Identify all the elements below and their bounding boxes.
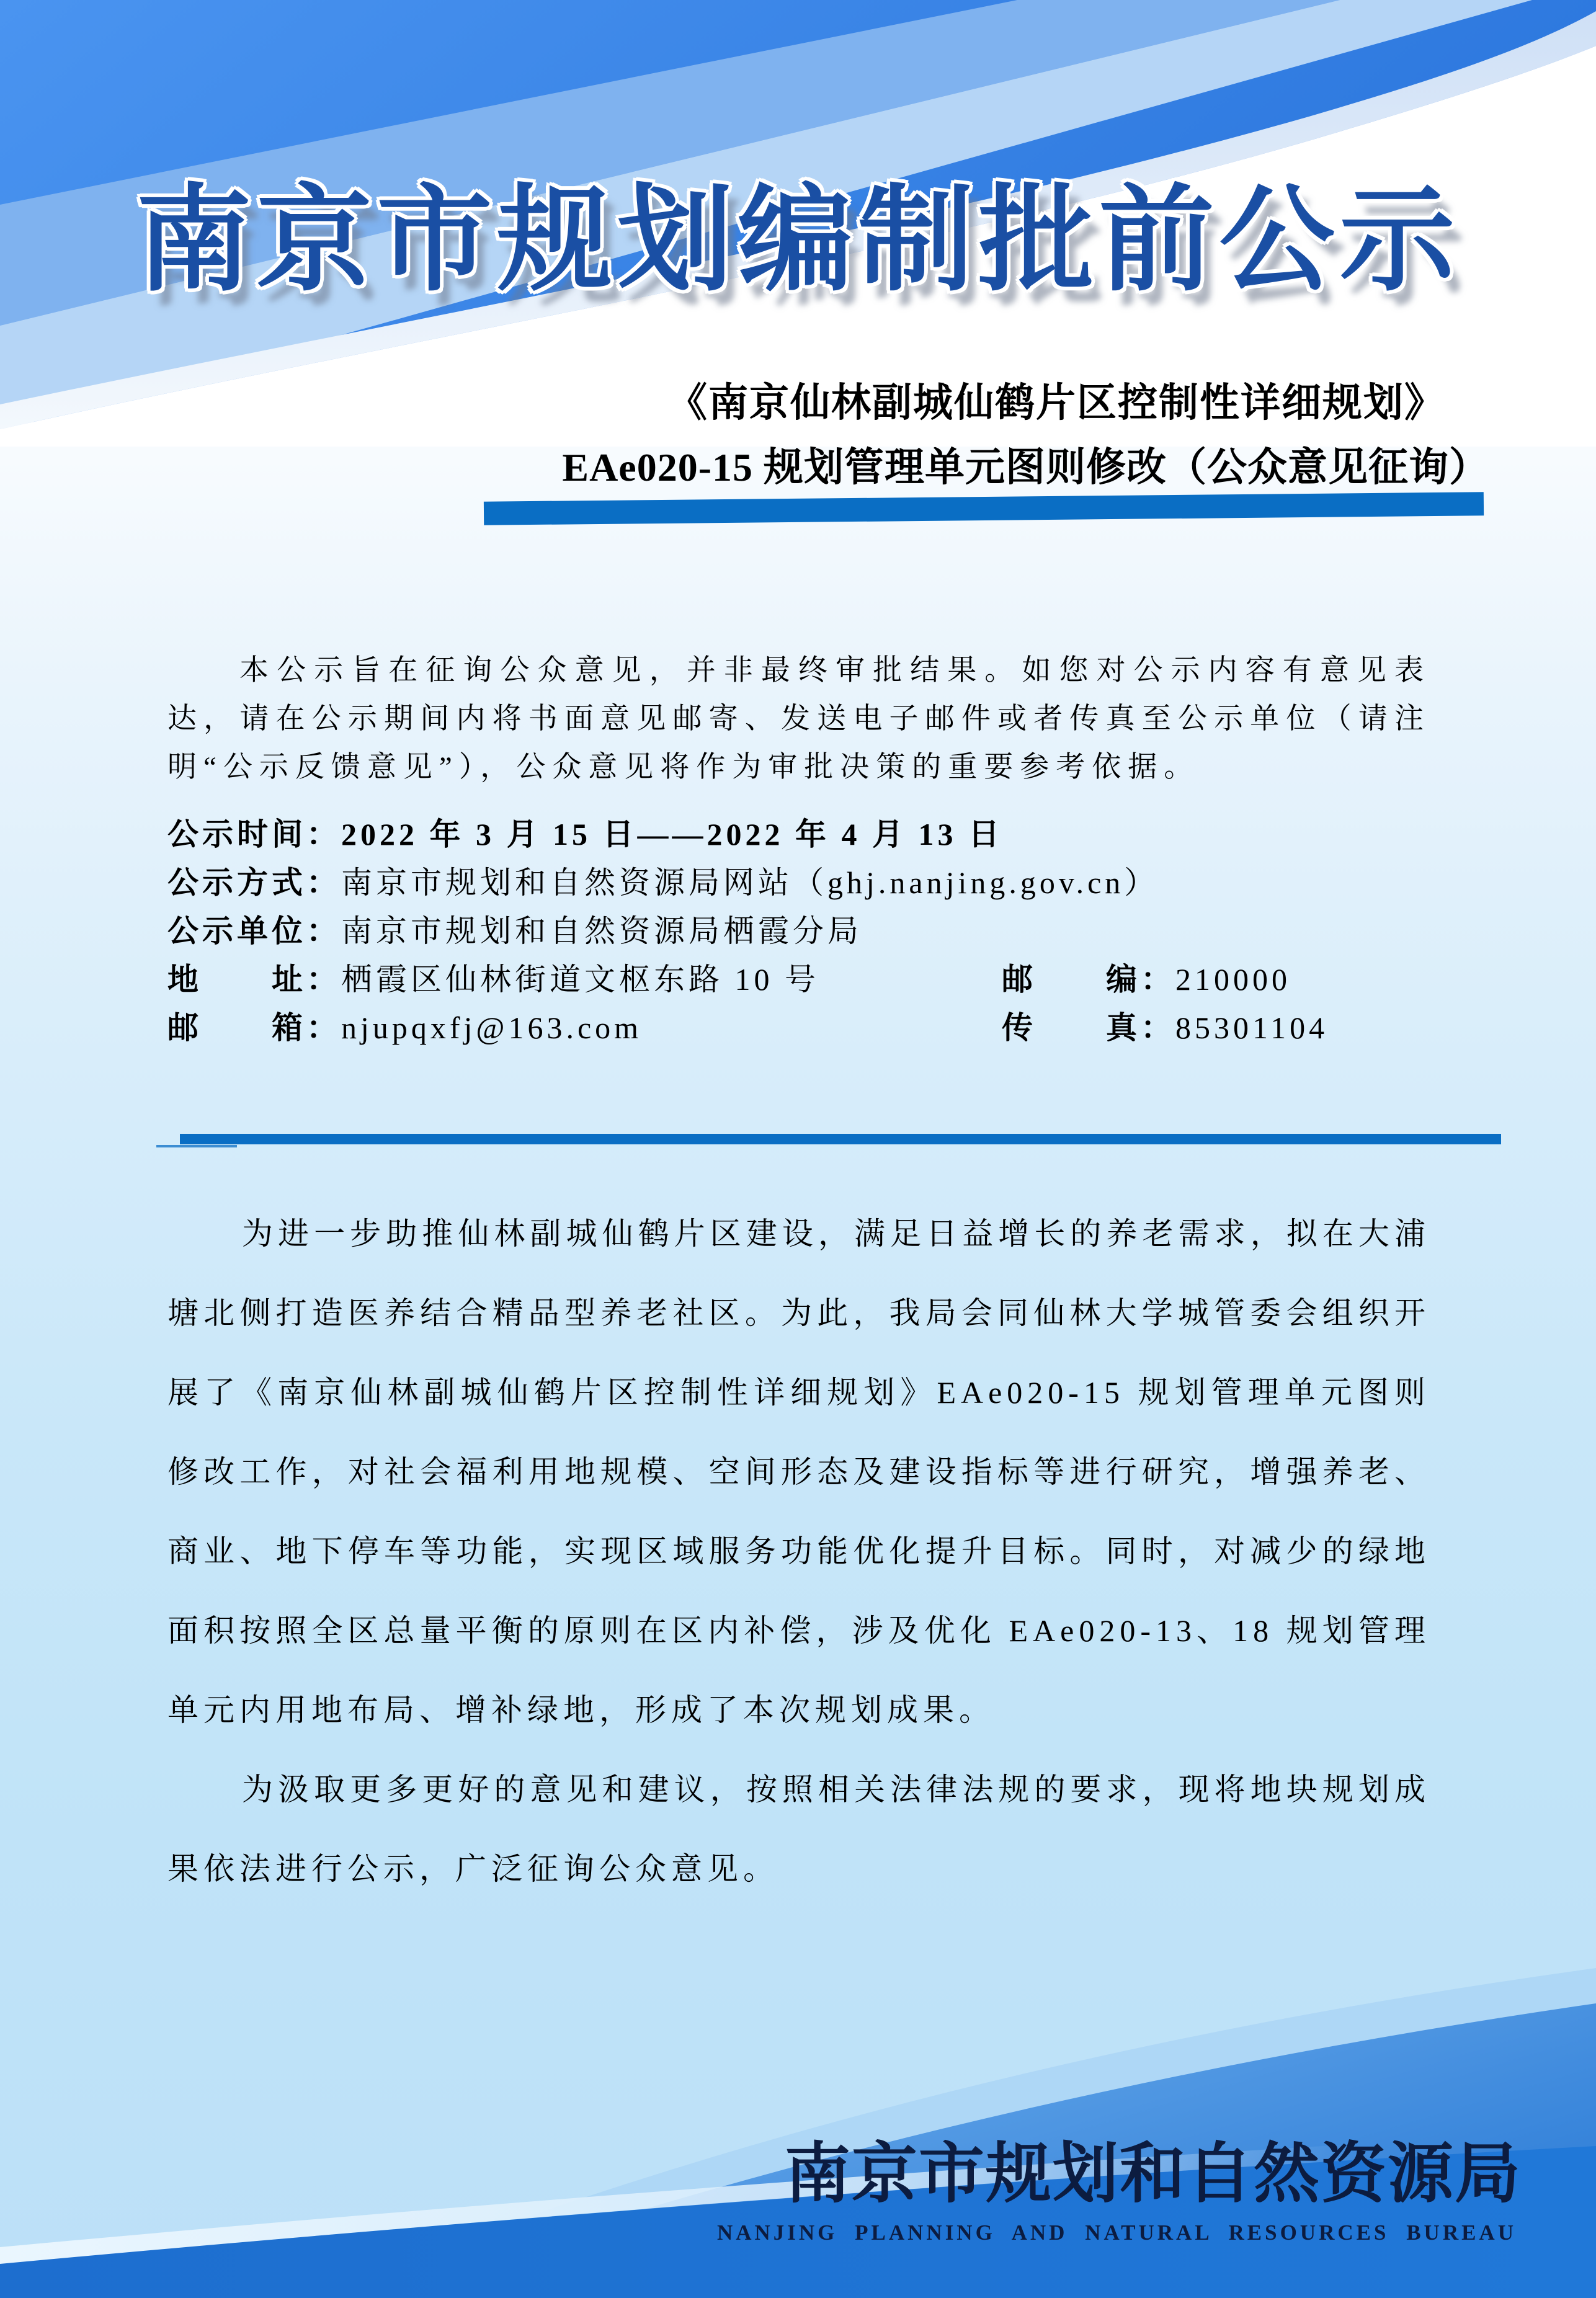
notice-fields bbox=[167, 810, 1430, 1052]
info-value: 2022 年 3 月 15 日——2022 年 4 月 13 日 bbox=[341, 817, 1003, 852]
info-label: 邮 箱： bbox=[167, 1010, 341, 1045]
info-label: 邮 编： bbox=[1002, 962, 1175, 997]
plan-subtitle: EAe020-15 规划管理单元图则修改（公众意见征询） bbox=[562, 445, 1489, 489]
info-value: 210000 bbox=[1175, 962, 1291, 997]
body-paragraph-2: 为汲取更多更好的意见和建议，按照相关法律法规的要求，现将地块规划成果依法进行公示，广泛征询公众意见。 bbox=[167, 1772, 1430, 1886]
info-value: 南京市规划和自然资源局栖霞分局 bbox=[341, 914, 862, 948]
info-label: 地 址： bbox=[167, 962, 341, 997]
info-row-unit bbox=[167, 907, 1430, 955]
plan-title: 《南京仙林副城仙鹤片区控制性详细规划》 bbox=[667, 381, 1445, 425]
bureau-name-cn: 南京市规划和自然资源局 bbox=[785, 2138, 1522, 2211]
divider-bar-mid-tail bbox=[156, 1145, 237, 1147]
page-title: 南京市规划编制批前公示 bbox=[136, 177, 1460, 305]
info-label: 传 真： bbox=[1002, 1010, 1175, 1045]
info-value: 南京市规划和自然资源局网站（ghj.nanjing.gov.cn） bbox=[341, 865, 1159, 900]
divider-bar-mid bbox=[180, 1134, 1501, 1144]
info-row-method bbox=[167, 858, 1430, 907]
info-row-time bbox=[167, 810, 1430, 858]
info-row-email-fax bbox=[167, 1004, 1430, 1052]
info-label: 公示时间： bbox=[167, 817, 341, 852]
body-section bbox=[167, 1194, 1430, 1908]
notice-section bbox=[167, 646, 1430, 1052]
divider-bar-top bbox=[484, 492, 1484, 525]
info-value: 栖霞区仙林街道文枢东路 10 号 bbox=[341, 962, 819, 997]
info-row-address-postcode bbox=[167, 955, 1430, 1004]
info-value: 85301104 bbox=[1175, 1010, 1329, 1045]
info-value: njupqxfj@163.com bbox=[341, 1010, 643, 1045]
bureau-name-en: NANJING PLANNING AND NATURAL RESOURCES BUREAU bbox=[716, 2220, 1517, 2245]
info-label: 公示单位： bbox=[167, 914, 341, 948]
body-paragraph-1: 为进一步助推仙林副城仙鹤片区建设，满足日益增长的养老需求，拟在大浦塘北侧打造医养结合精品型养老社区。为此，我局会同仙林大学城管委会组织开展了《南京仙林副城仙鹤片区控制性详细规划》EAe020-15 规划管理单元图则修改工作，对社会福利用地规模、空间形态及建设指标等进行研究，增强养老、商业、地下停车等功能，实现区域服务功能优化提升目标。同时，对减少的绿地面积按照全区总量平衡的原则在区内补偿，涉及优化 EAe020-13、18 规划管理单元内用地布局、增补绿地，形成了本次规划成果。 bbox=[167, 1216, 1430, 1727]
notice-intro-paragraph: 本公示旨在征询公众意见，并非最终审批结果。如您对公示内容有意见表达，请在公示期间内将书面意见邮寄、发送电子邮件或者传真至公示单位（请注明“公示反馈意见”），公众意见将作为审批决策的重要参考依据。 bbox=[167, 654, 1430, 783]
info-label: 公示方式： bbox=[167, 865, 341, 900]
